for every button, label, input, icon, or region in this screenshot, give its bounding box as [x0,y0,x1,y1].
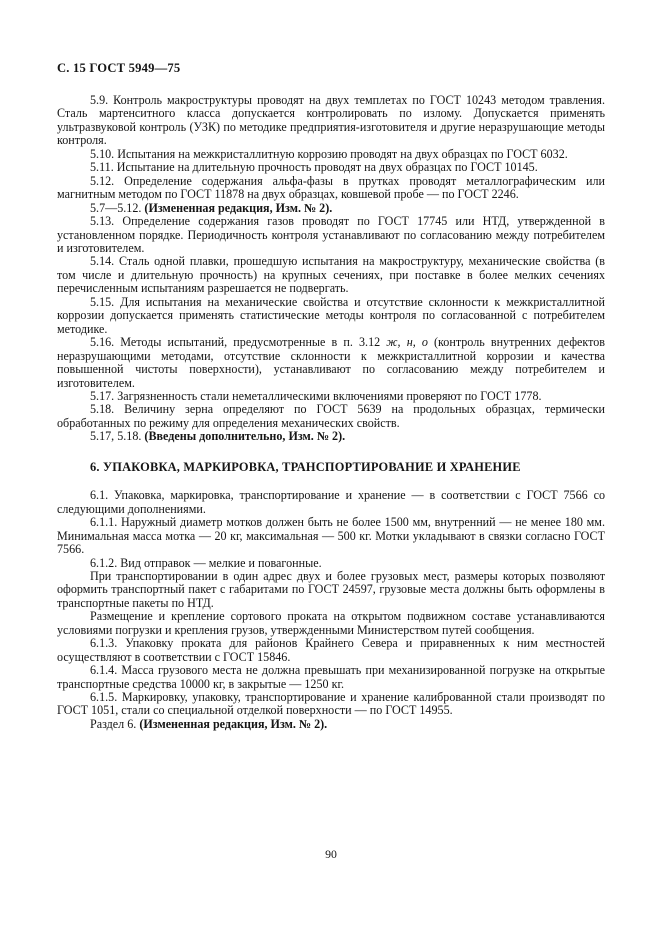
paragraph-amendment-5-17-5-18 [57,430,605,443]
amendment-note: (Измененная редакция, Изм. № 2). [139,716,328,731]
paragraph-5-10: 5.10. Испытания на межкристаллитную коррозию проводят на двух образцах по ГОСТ 6032. [90,146,568,161]
section-6-heading: 6. УПАКОВКА, МАРКИРОВКА, ТРАНСПОРТИРОВАНИЕ И ХРАНЕНИЕ [90,459,521,474]
paragraph-6-1-4: 6.1.4. Масса грузового места не должна превышать при механизированной погрузке на открытые транспортные средства 10000 кг, в закрытые — 1250 кг. [57,663,605,691]
amendment-prefix: Раздел 6. [90,716,140,731]
paragraph-placement: Размещение и крепление сортового проката на открытом подвижном составе устанавливаются условиями погрузки и крепления грузов, утвержденными Министерством путей сообщения. [57,609,605,637]
document-body [57,94,605,731]
amendment-note: (Измененная редакция, Изм. № 2). [144,200,333,215]
paragraph-5-14: 5.14. Сталь одной плавки, прошедшую испытания на макроструктуру, механические свойства (в том числе и длительную прочность) на крупных сечениях, при поставке в более мелких сечениях перечисленным испытаниям разрешается не подвергать. [57,254,605,296]
paragraph-5-12: 5.12. Определение содержания альфа-фазы в прутках проводят металлографическим или магнитным методом по ГОСТ 11878 на двух образцах, ковшевой пробе — по ГОСТ 2246. [57,173,605,202]
running-header: С. 15 ГОСТ 5949—75 [57,61,181,75]
paragraph-transport-packets: При транспортировании в один адрес двух и более грузовых мест, размеры которых позволяют оформить транспортный пакет с габаритами по ГОСТ 24597, грузовые места должны быть оформлены в транспортные пакеты по НТД. [57,568,605,610]
page-number: 90 [325,847,337,861]
subpoint-letters: ж, н, о [386,335,428,350]
amendment-note: (Введены дополнительно, Изм. № 2). [144,429,346,444]
paragraph-5-17: 5.17. Загрязненность стали неметаллическими включениями проверяют по ГОСТ 1778. [90,388,542,403]
paragraph-5-11: 5.11. Испытание на длительную прочность проводят на двух образцах по ГОСТ 10145. [90,160,538,175]
paragraph-5-18: 5.18. Величину зерна определяют по ГОСТ 5639 на продольных образцах, термически обработанных по режиму для определения механических свойств. [57,402,605,430]
paragraph-6-1: 6.1. Упаковка, маркировка, транспортирование и хранение — в соответствии с ГОСТ 7566 со следующими дополнениями. [57,488,605,516]
paragraph-5-9: 5.9. Контроль макроструктуры проводят на двух темплетах по ГОСТ 10243 методом травления. Сталь мартенситного класса допускается контролировать по излому. Допускается применять ультразвуковой контроль (УЗК) по методике предприятия-изготовителя и другие неразрушающие методы контроля. [57,93,605,148]
amendment-prefix: 5.7—5.12. [90,200,145,215]
paragraph-amendment-section-6 [57,718,605,731]
paragraph-6-1-2: 6.1.2. Вид отправок — мелкие и повагонные. [90,555,322,570]
paragraph-5-16 [57,336,605,390]
paragraph-6-1-3: 6.1.3. Упаковку проката для районов Крайнего Севера и приравненных к ним местностей осуществляют в соответствии с ГОСТ 15846. [57,636,605,664]
paragraph-5-13: 5.13. Определение содержания газов проводят по ГОСТ 17745 или НТД, утвержденной в установленном порядке. Периодичность контроля устанавливают по согласованию между потребителем и изготовителем. [57,214,605,255]
paragraph-6-1-1: 6.1.1. Наружный диаметр мотков должен быть не более 1500 мм, внутренний — не менее 180 мм. Минимальная масса мотка — 20 кг, максимальная — 500 кг. Мотки укладывают в связки согласно ГОСТ 7566. [57,515,605,557]
paragraph-5-15: 5.15. Для испытания на механические свойства и отсутствие склонности к межкристаллитной коррозии допускается применять статистические методы контроля по согласованной с потребителем методике. [57,294,605,336]
paragraph-amendment-5-7-5-12 [57,202,605,215]
paragraph-5-16-start: 5.16. Методы испытаний, предусмотренные в п. 3.12 [90,335,387,350]
paragraph-5-16-end: (контроль внутренних дефектов неразрушающими методами, отсутствие склонности к межкристаллитной коррозии и качества повышенной чистоты поверхности), устанавливают по согласованию между потребителем и изготовителем. [57,335,605,390]
amendment-prefix: 5.17, 5.18. [90,429,145,444]
paragraph-6-1-5: 6.1.5. Маркировку, упаковку, транспортирование и хранение калиброванной стали производят по ГОСТ 1051, стали со специальной отделкой поверхности — по ГОСТ 14955. [57,690,605,718]
